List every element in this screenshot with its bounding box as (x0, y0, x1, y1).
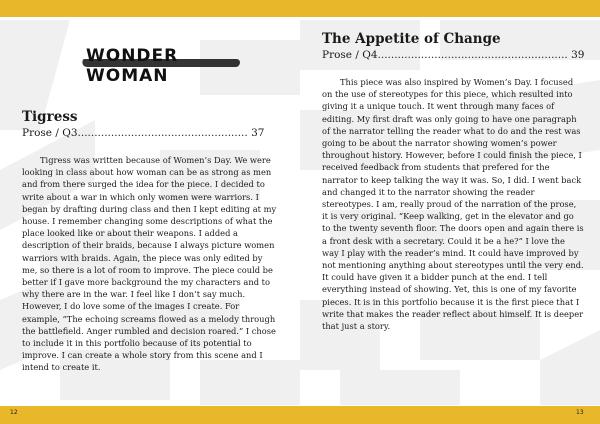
left-page (22, 40, 278, 374)
piece-entry-line (22, 126, 278, 140)
logo-text: WONDER WOMAN (86, 46, 179, 86)
page-number-left: 12 (10, 409, 18, 416)
right-page (322, 30, 584, 332)
reflection-paragraph: This piece was also inspired by Women’s Day. I focused on the use of stereotypes for this piece, which resulted into giving it a unique touch. It went through many faces of editing. My first draft was only going to have one paragraph of the narrator telling the reader what to do and the rest was going to be about the narrator showing women’s power throughout history. However, before I could finish the piece, I received feedback from students that prefered for the narrator to keep talking the way it was. So, I did. I went back and changed it to the narrator showing the reader stereotypes. I am, really proud of the narration of the prose, it is very original. “Keep walking, get in the elevator and go to the twenty seventh floor. The doors open and again there is a front desk with a secretary. Could it be a he?” I love the way I play with the reader’s mind. It could have improved by not mentioning anything about stereotypes until the very end. It could have given it a bidder punch at the end. I tell everything instead of showing. Yet, this is one of my favorite pieces. It is in this portfolio because it is the first piece that I write that makes the reader reflect about himself. It is deeper that just a story. (322, 77, 584, 332)
piece-title: The Appetite of Change (322, 31, 501, 47)
entry-type: Prose / Q4 (322, 49, 378, 61)
page-number-right: 13 (576, 409, 584, 416)
piece-title: Tigress (22, 109, 78, 125)
bottom-bar (0, 406, 600, 424)
page-reference: 37 (251, 127, 265, 139)
top-bar (0, 0, 600, 17)
leader-dots: ................................................... (77, 127, 248, 139)
wonder-woman-logo (86, 46, 236, 86)
piece-entry-line (322, 48, 584, 62)
entry-type: Prose / Q3 (22, 127, 78, 139)
reflection-paragraph: Tigress was written because of Women’s Day. We were looking in class about how woman can be as strong as men and from there surged the idea for the piece. I decided to write about a war in which only women were warriors. I began by drafting during class and then I kept editing at my house. I remember changing some descriptions of what the place looked like or about their weapons. I added a description of their braids, because I always picture women warriors with braids. Again, the piece was only edited by me, so there is a lot of room to improve. The piece could be better if I gave more background the my characters and to why there are in the war. I feel like I don’t say much. However, I do love some of the images I create. For example, “The echoing screams flowed as a melody through the battlefield. Anger rumbled and decision roared.” I chose to include it in this portfolio because of its potential to improve. I can create a whole story from this scene and I intend to create it. (22, 155, 277, 373)
leader-dots: ......................................................... (377, 49, 568, 61)
page-reference: 39 (571, 49, 584, 61)
